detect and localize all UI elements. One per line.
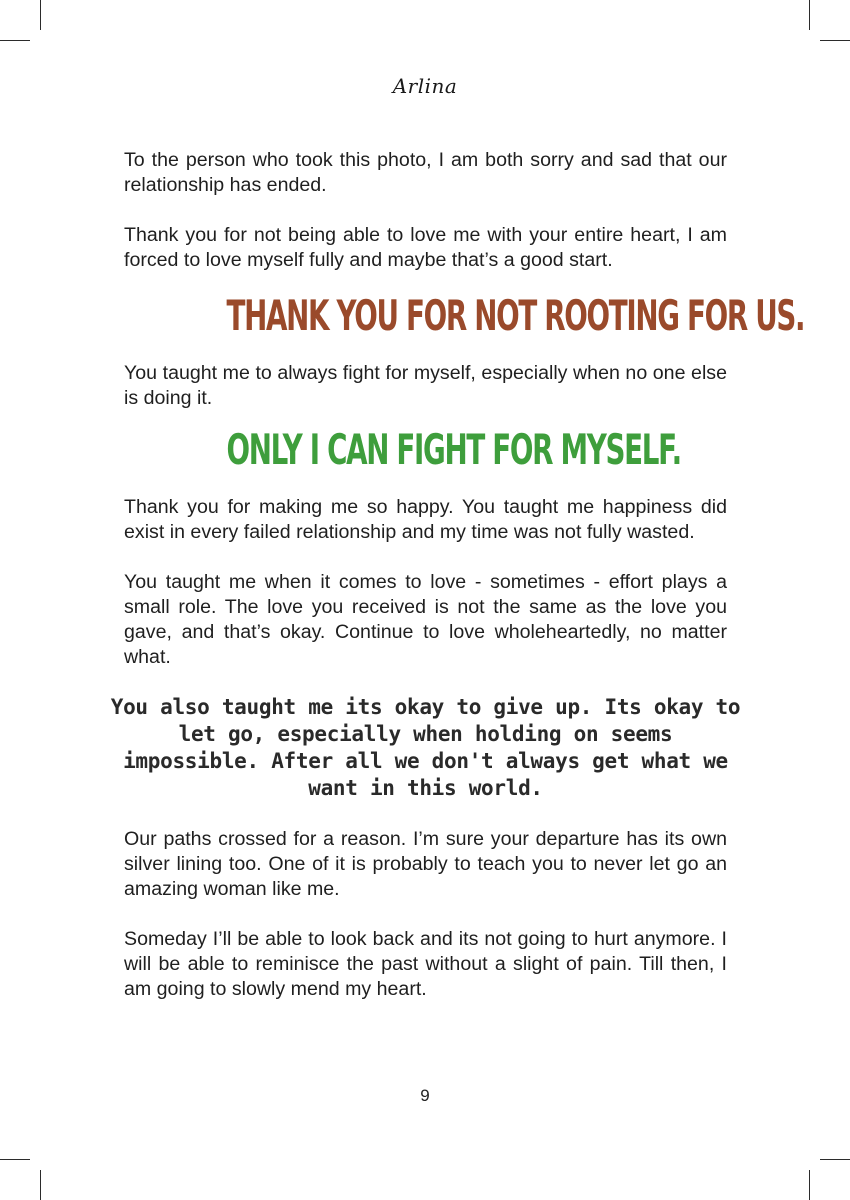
crop-mark-top-right bbox=[809, 0, 810, 30]
crop-mark-right-top bbox=[820, 40, 850, 41]
paragraph-5: You taught me when it comes to love - sometimes - effort plays a small role. The love you received is not the same as the love you gave, and that’s okay. Continue to love wholeheartedly, no matter what. bbox=[124, 571, 727, 668]
paragraph-6: Our paths crossed for a reason. I’m sure your departure has its own silver lining too. One of it is probably to teach you to never let go an amazing woman like me. bbox=[124, 828, 727, 900]
page-number: 9 bbox=[420, 1086, 430, 1105]
paragraph-1: To the person who took this photo, I am both sorry and sad that our relationship has ended. bbox=[124, 149, 727, 196]
crop-mark-left-bottom bbox=[0, 1159, 30, 1160]
crop-mark-bottom-left bbox=[40, 1170, 41, 1200]
running-header: Arlina bbox=[392, 74, 458, 98]
crop-mark-bottom-right bbox=[809, 1170, 810, 1200]
paragraph-3: You taught me to always fight for myself, especially when no one else is doing it. bbox=[124, 362, 727, 409]
handwritten-quote: You also taught me its okay to give up. Its okay to let go, especially when holding on seems impossible. After all we don't always get what we want in this world. bbox=[110, 695, 741, 800]
paragraph-2: Thank you for not being able to love me with your entire heart, I am forced to love myself fully and maybe that’s a good start. bbox=[124, 224, 727, 271]
crop-mark-right-bottom bbox=[820, 1159, 850, 1160]
heading-thank-you: THANK YOU FOR NOT ROOTING FOR US. bbox=[226, 291, 805, 340]
crop-mark-left-top bbox=[0, 40, 30, 41]
paragraph-4: Thank you for making me so happy. You taught me happiness did exist in every failed relationship and my time was not fully wasted. bbox=[124, 496, 727, 543]
heading-only-i: ONLY I CAN FIGHT FOR MYSELF. bbox=[226, 425, 681, 474]
crop-mark-top-left bbox=[40, 0, 41, 30]
page-body bbox=[110, 148, 805, 1002]
paragraph-7: Someday I’ll be able to look back and its not going to hurt anymore. I will be able to reminisce the past without a slight of pain. Till then, I am going to slowly mend my heart. bbox=[124, 928, 727, 1000]
